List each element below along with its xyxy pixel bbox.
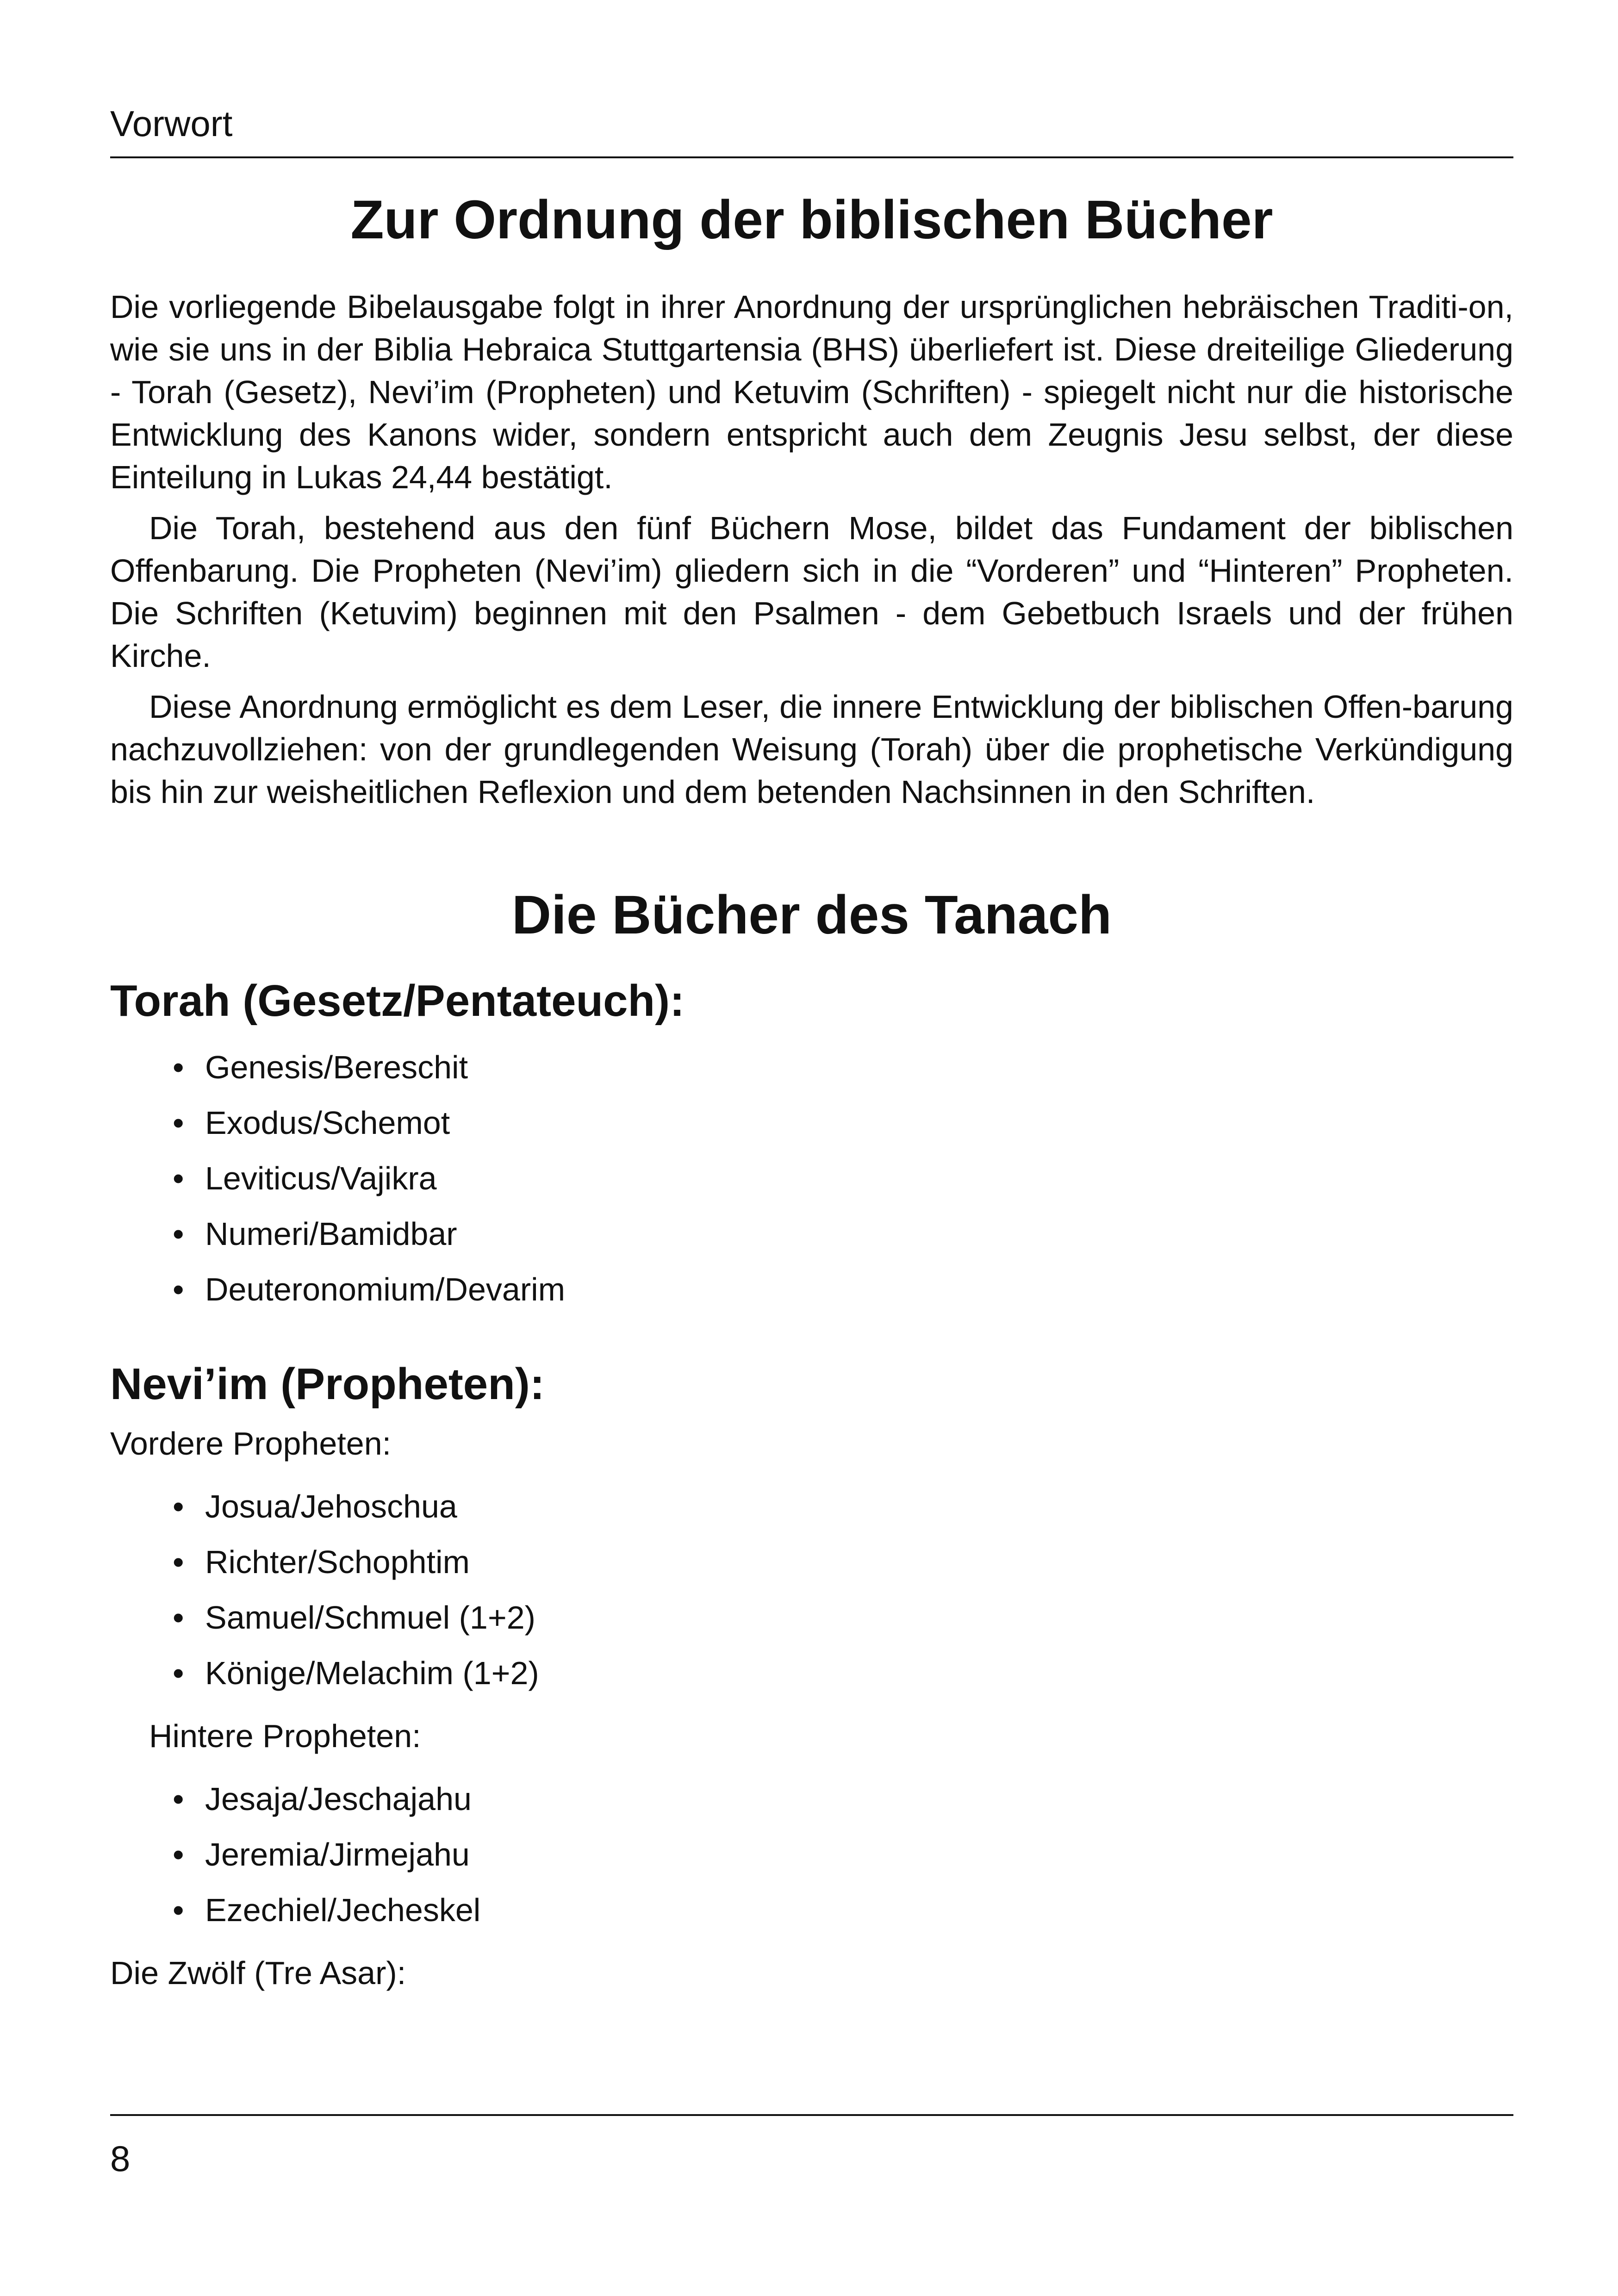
section-title-tanach: Die Bücher des Tanach [511, 884, 1112, 946]
book-name: Samuel/Schmuel (1+2) [205, 1599, 535, 1636]
section-title-ordnung: Zur Ordnung der biblischen Bücher [350, 189, 1273, 250]
intro-paragraph-1: Die vorliegende Bibelausgabe folgt in ihrer Anordnung der ursprünglichen hebräischen Traditi-on, wie sie uns in der Biblia Hebraica Stuttgartensia (BHS) überliefert ist. Diese dreiteilige Gliederung - Torah (Gesetz), Nevi’im (Propheten) und Ketuvim (Schriften) - spiegelt nicht nur die historische Entwicklung des Kanons wider, sondern entspricht auch dem Zeugnis Jesu selbst, der diese Einteilung in Lukas 24,44 bestätigt. [110, 288, 1513, 495]
list-item [173, 1262, 1513, 1317]
torah-book-list [110, 1039, 1513, 1317]
book-name: Genesis/Bereschit [205, 1049, 468, 1085]
list-item [173, 1479, 1513, 1534]
header-rule [110, 156, 1513, 158]
list-item [173, 1206, 1513, 1262]
list-item [173, 1534, 1513, 1590]
list-item [173, 1771, 1513, 1827]
book-name: Exodus/Schemot [205, 1104, 450, 1141]
bullet: • [173, 1544, 184, 1580]
bullet: • [173, 1488, 184, 1525]
book-name: Numeri/Bamidbar [205, 1215, 457, 1252]
neviim-heading: Nevi’im (Propheten): [110, 1359, 545, 1409]
torah-heading: Torah (Gesetz/Pentateuch): [110, 976, 685, 1026]
running-head: Vorwort [110, 103, 233, 144]
twelve-prophets-label: Die Zwölf (Tre Asar): [110, 1955, 406, 1991]
book-name: Ezechiel/Jecheskel [205, 1892, 481, 1929]
page-number: 8 [110, 2138, 131, 2179]
bullet: • [173, 1781, 184, 1817]
bullet: • [173, 1271, 184, 1307]
book-name: Richter/Schophtim [205, 1544, 470, 1580]
former-prophets-label: Vordere Propheten: [110, 1425, 392, 1462]
bullet: • [173, 1104, 184, 1141]
latter-prophets-list [110, 1771, 1513, 1938]
book-name: Könige/Melachim (1+2) [205, 1655, 539, 1692]
footer-rule [110, 2114, 1513, 2116]
book-name: Josua/Jehoschua [205, 1488, 457, 1525]
bullet: • [173, 1836, 184, 1873]
book-name: Deuteronomium/Devarim [205, 1271, 566, 1307]
list-item [173, 1151, 1513, 1206]
book-name: Leviticus/Vajikra [205, 1160, 437, 1196]
book-name: Jeremia/Jirmejahu [205, 1836, 470, 1873]
book-name: Jesaja/Jeschajahu [205, 1781, 472, 1817]
bullet: • [173, 1215, 184, 1252]
intro-paragraph-2: Die Torah, bestehend aus den fünf Büchern Mose, bildet das Fundament der biblischen Offenbarung. Die Propheten (Nevi’im) gliedern sich in die “Vorderen” und “Hinteren” Propheten. Die Schriften (Ketuvim) beginnen mit den Psalmen - dem Gebetbuch Israels und der frühen Kirche. [110, 510, 1513, 674]
list-item [173, 1095, 1513, 1151]
list-item [173, 1645, 1513, 1701]
bullet: • [173, 1892, 184, 1929]
page-content [110, 187, 1513, 2008]
bullet: • [173, 1049, 184, 1085]
bullet: • [173, 1655, 184, 1692]
list-item [173, 1827, 1513, 1882]
former-prophets-list [110, 1479, 1513, 1701]
list-item [173, 1590, 1513, 1645]
intro-paragraph-3: Diese Anordnung ermöglicht es dem Leser, die innere Entwicklung der biblischen Offen-barung nachzuvollziehen: von der grundlegenden Weisung (Torah) über die prophetische Verkündigung bis hin zur weisheitlichen Reflexion und dem betenden Nachsinnen in den Schriften. [110, 688, 1513, 810]
bullet: • [173, 1599, 184, 1636]
list-item [173, 1882, 1513, 1938]
latter-prophets-label: Hintere Propheten: [149, 1718, 421, 1755]
list-item [173, 1039, 1513, 1095]
bullet: • [173, 1160, 184, 1196]
